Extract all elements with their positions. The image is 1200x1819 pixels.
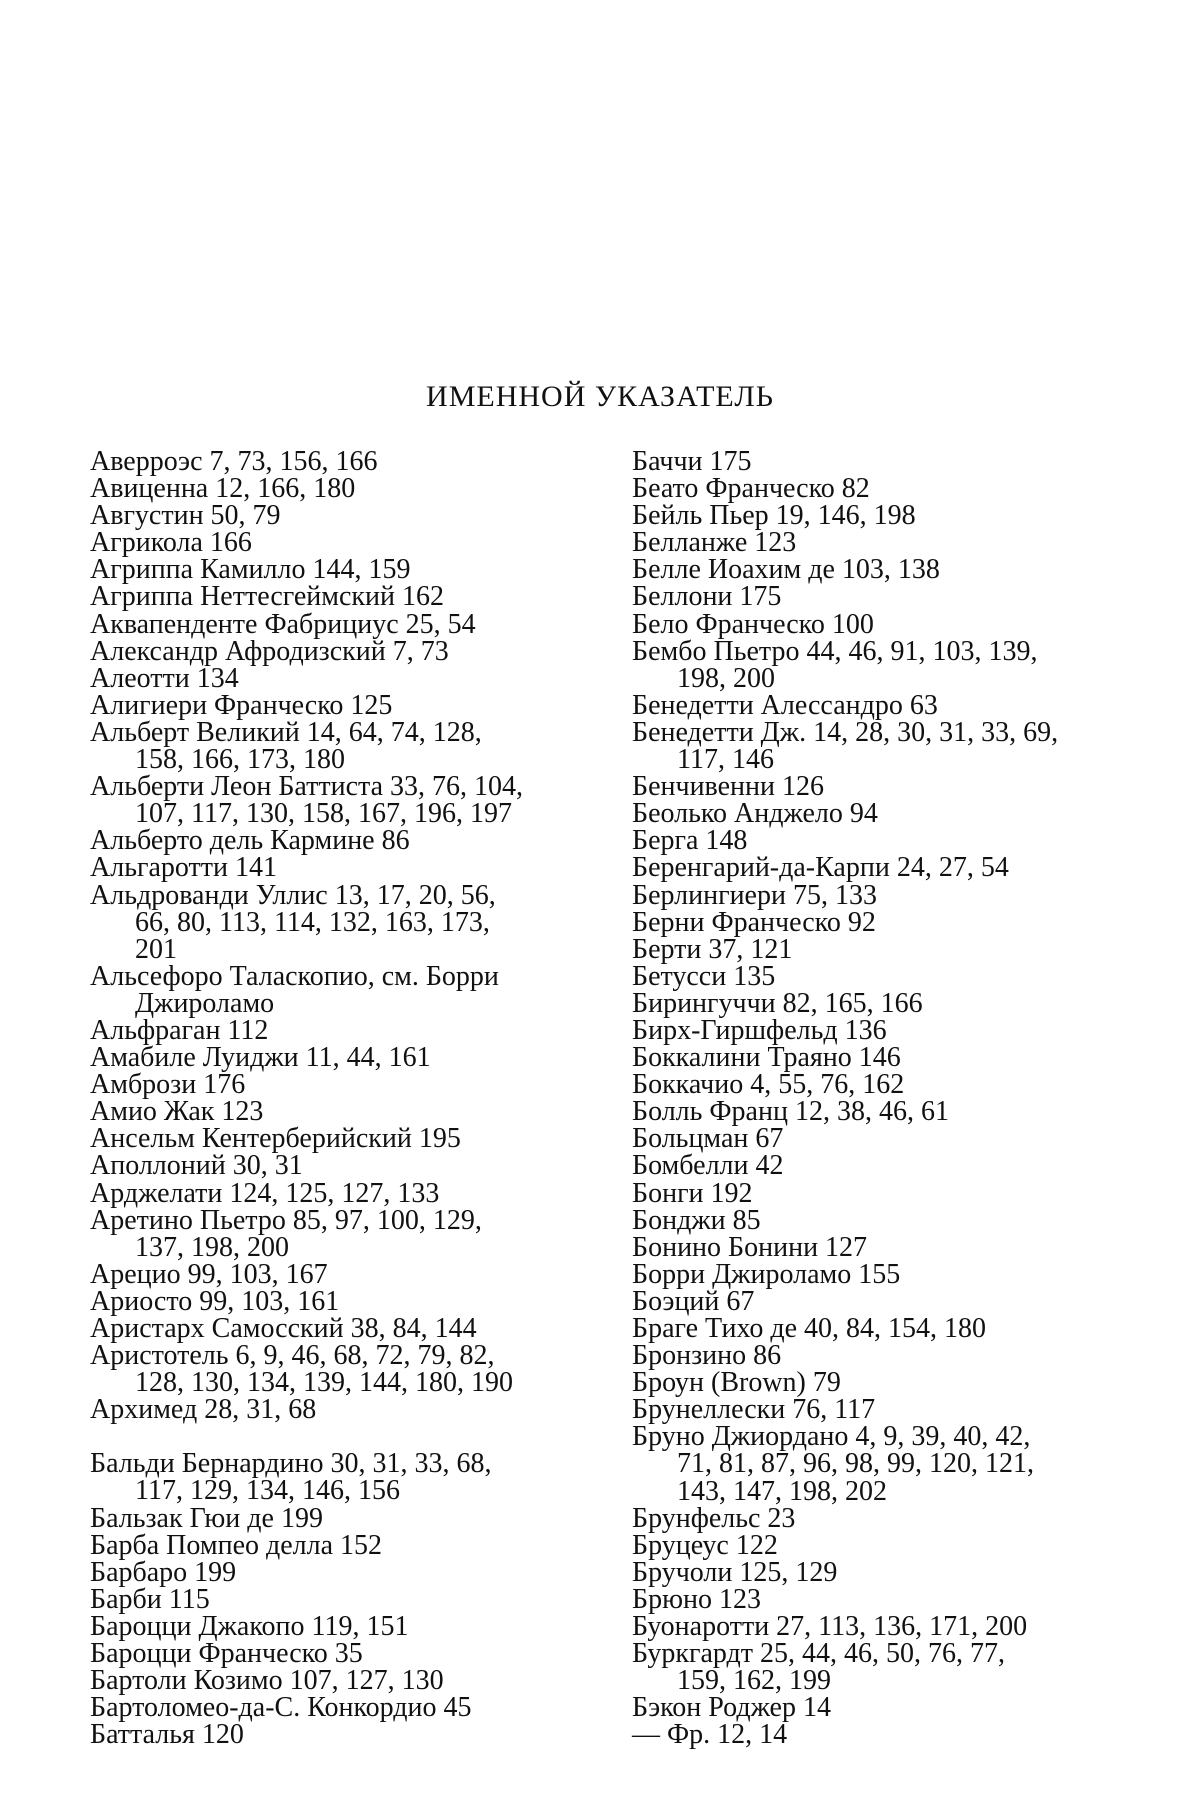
index-entry bbox=[632, 960, 1132, 992]
entry-text: Бонги 192 bbox=[632, 1177, 753, 1209]
entry-text: Арецио 99, 103, 167 bbox=[90, 1258, 328, 1290]
index-entry bbox=[632, 1177, 1132, 1209]
entry-text: Берлингиери 75, 133 bbox=[632, 879, 877, 911]
entry-text: Алеотти 134 bbox=[90, 662, 239, 694]
entry-text: Бароцци Джакопо 119, 151 bbox=[90, 1610, 409, 1642]
entry-text: Ансельм Кентерберийский 195 bbox=[90, 1123, 461, 1155]
entry-text: Бонджи 85 bbox=[632, 1204, 761, 1236]
index-entry bbox=[90, 1692, 590, 1724]
entry-text: Альберти Леон Баттиста 33, 76, 104, bbox=[90, 771, 524, 803]
entry-text: Барба Помпео делла 152 bbox=[90, 1529, 383, 1561]
entry-text: Алигиери Франческо 125 bbox=[90, 689, 393, 721]
index-entry bbox=[90, 1502, 590, 1534]
entry-text: Александр Афродизский 7, 73 bbox=[90, 635, 449, 667]
index-entry bbox=[90, 527, 590, 559]
entry-continuation: 137, 198, 200 bbox=[135, 1231, 289, 1263]
entry-text: Бенедетти Алессандро 63 bbox=[632, 689, 938, 721]
index-entry bbox=[90, 1204, 590, 1263]
entry-continuation: 117, 129, 134, 146, 156 bbox=[135, 1475, 400, 1507]
index-entry bbox=[632, 1529, 1132, 1561]
entry-text: Беолько Анджело 94 bbox=[632, 798, 878, 830]
index-entry bbox=[632, 608, 1132, 640]
entry-text: Аквапенденте Фабрициус 25, 54 bbox=[90, 608, 476, 640]
index-title: ИМЕННОЙ УКАЗАТЕЛЬ bbox=[426, 380, 774, 413]
index-entry bbox=[90, 960, 590, 1019]
index-entry bbox=[632, 879, 1132, 911]
index-entry bbox=[90, 879, 590, 965]
entry-text: Больцман 67 bbox=[632, 1123, 784, 1155]
right-column bbox=[632, 448, 1132, 1749]
entry-text: Альберто дель Кармине 86 bbox=[90, 825, 410, 857]
entry-continuation: 128, 130, 134, 139, 144, 180, 190 bbox=[135, 1367, 513, 1399]
entry-text: Бартоли Козимо 107, 127, 130 bbox=[90, 1665, 444, 1697]
entry-text: Августин 50, 79 bbox=[90, 500, 281, 532]
entry-text: Бирх-Гиршфельд 136 bbox=[632, 1014, 887, 1046]
entry-text: Батталья 120 bbox=[90, 1719, 244, 1751]
entry-continuation: 143, 147, 198, 202 bbox=[677, 1475, 887, 1507]
entry-text: Бенчивенни 126 bbox=[632, 771, 824, 803]
index-entry bbox=[632, 554, 1132, 586]
index-entry bbox=[632, 1315, 1132, 1342]
entry-text: Бронзино 86 bbox=[632, 1340, 782, 1372]
index-entry bbox=[632, 1421, 1132, 1507]
index-entry bbox=[90, 1583, 590, 1615]
entry-text: Бароцци Франческо 35 bbox=[90, 1638, 363, 1670]
index-entry bbox=[90, 662, 590, 694]
index-entry bbox=[632, 798, 1132, 830]
entry-text: Бруно Джиордано 4, 9, 39, 40, 42, bbox=[632, 1421, 1031, 1453]
entry-text: Берти 37, 121 bbox=[632, 933, 793, 965]
index-entry bbox=[632, 1719, 1132, 1751]
entry-text: Арджелати 124, 125, 127, 133 bbox=[90, 1177, 440, 1209]
entry-text: Бонино Бонини 127 bbox=[632, 1231, 868, 1263]
index-entry bbox=[90, 554, 590, 586]
index-entry bbox=[632, 581, 1132, 613]
entry-continuation: Джироламо bbox=[135, 987, 275, 1019]
index-entry bbox=[632, 1123, 1132, 1155]
entry-text: Буонаротти 27, 113, 136, 171, 200 bbox=[632, 1611, 1028, 1643]
entry-text: Амбрози 176 bbox=[90, 1069, 246, 1101]
entry-text: Архимед 28, 31, 68 bbox=[90, 1394, 317, 1426]
index-entry bbox=[632, 716, 1132, 776]
entry-text: Бомбелли 42 bbox=[632, 1150, 784, 1182]
entry-text: Барби 115 bbox=[90, 1583, 210, 1615]
entry-text: Брунеллески 76, 117 bbox=[632, 1394, 876, 1426]
entry-continuation: 158, 166, 173, 180 bbox=[135, 744, 345, 776]
entry-text: Бенедетти Дж. 14, 28, 30, 31, 33, 69, bbox=[632, 716, 1059, 748]
index-entry bbox=[90, 608, 590, 640]
entry-text: Альгаротти 141 bbox=[90, 852, 277, 884]
index-entry bbox=[632, 500, 1132, 532]
index-entry bbox=[90, 1069, 590, 1101]
entry-text: Беато Франческо 82 bbox=[632, 473, 870, 505]
entry-continuation: 198, 200 bbox=[677, 662, 775, 694]
entry-text: Альберт Великий 14, 64, 74, 128, bbox=[90, 716, 482, 748]
entry-text: Авиценна 12, 166, 180 bbox=[90, 473, 356, 505]
index-entry bbox=[90, 1665, 590, 1697]
entry-text: Болль Франц 12, 38, 46, 61 bbox=[632, 1096, 949, 1128]
index-entry bbox=[90, 1315, 590, 1342]
index-entry bbox=[90, 1638, 590, 1670]
entry-text: Борри Джироламо 155 bbox=[632, 1258, 901, 1290]
entry-text: Брюно 123 bbox=[632, 1583, 761, 1615]
entry-text: Браге Тихо де 40, 84, 154, 180 bbox=[632, 1313, 987, 1344]
index-entry bbox=[632, 1285, 1132, 1317]
entry-text: Буркгардт 25, 44, 46, 50, 76, 77, bbox=[632, 1638, 1006, 1670]
index-entry bbox=[632, 1231, 1132, 1263]
index-entry bbox=[632, 1692, 1132, 1724]
entry-text: Аретино Пьетро 85, 97, 100, 129, bbox=[90, 1204, 482, 1236]
index-entry bbox=[632, 1096, 1132, 1128]
index-entry bbox=[632, 527, 1132, 559]
index-entry bbox=[90, 1285, 590, 1317]
index-entry bbox=[90, 500, 590, 532]
index-entry bbox=[632, 1367, 1132, 1399]
index-entry bbox=[632, 1014, 1132, 1046]
entry-text: Альдрованди Уллис 13, 17, 20, 56, bbox=[90, 879, 496, 911]
entry-text: Берга 148 bbox=[632, 825, 748, 857]
index-entry bbox=[90, 1556, 590, 1588]
entry-text: Боэций 67 bbox=[632, 1285, 755, 1317]
entry-text: Барбаро 199 bbox=[90, 1556, 237, 1588]
index-entry bbox=[90, 852, 590, 884]
entry-text: Бембо Пьетро 44, 46, 91, 103, 139, bbox=[632, 635, 1038, 667]
index-entry bbox=[90, 1529, 590, 1561]
entry-text: Бетусси 135 bbox=[632, 960, 776, 992]
entry-text: Белланже 123 bbox=[632, 527, 797, 559]
index-entry bbox=[632, 689, 1132, 721]
entry-text: Боккачио 4, 55, 76, 162 bbox=[632, 1069, 905, 1101]
index-entry bbox=[632, 1042, 1132, 1074]
index-entry bbox=[90, 581, 590, 613]
entry-text: Бэкон Роджер 14 bbox=[632, 1692, 831, 1724]
entry-text: Бело Франческо 100 bbox=[632, 608, 874, 640]
index-entry bbox=[632, 1583, 1132, 1615]
entry-text: Агрикола 166 bbox=[90, 527, 252, 559]
index-entry bbox=[632, 933, 1132, 965]
entry-text: Беренгарий-да-Карпи 24, 27, 54 bbox=[632, 852, 1009, 884]
index-entry bbox=[90, 473, 590, 505]
index-entry bbox=[632, 771, 1132, 803]
index-entry bbox=[90, 635, 590, 667]
entry-continuation: 117, 146 bbox=[677, 744, 774, 776]
section-gap bbox=[90, 1423, 590, 1450]
entry-text: Белле Иоахим де 103, 138 bbox=[632, 554, 940, 586]
index-entry bbox=[90, 1719, 590, 1751]
index-entry bbox=[632, 987, 1132, 1019]
index-entry bbox=[632, 1204, 1132, 1236]
index-entry bbox=[90, 716, 590, 776]
entry-text: Аристарх Самосский 38, 84, 144 bbox=[90, 1313, 477, 1344]
index-entry bbox=[632, 448, 1132, 475]
index-entry bbox=[632, 1611, 1132, 1643]
index-entry bbox=[632, 852, 1132, 884]
index-entry bbox=[90, 1014, 590, 1046]
entry-text: Агриппа Неттесгеймский 162 bbox=[90, 581, 445, 613]
index-entry bbox=[90, 1150, 590, 1182]
index-entry bbox=[632, 1150, 1132, 1182]
index-entry bbox=[632, 1069, 1132, 1101]
entry-text: Бручоли 125, 129 bbox=[632, 1556, 838, 1588]
index-entry bbox=[632, 1502, 1132, 1534]
entry-text: Боккалини Траяно 146 bbox=[632, 1042, 901, 1074]
index-entry bbox=[632, 825, 1132, 857]
index-entry bbox=[632, 473, 1132, 505]
entry-text: Аполлоний 30, 31 bbox=[90, 1150, 303, 1182]
entry-text: Альсефоро Таласкопио, см. Борри bbox=[90, 960, 499, 992]
entry-text: Бейль Пьер 19, 146, 198 bbox=[632, 500, 916, 532]
index-entry bbox=[90, 689, 590, 721]
entry-text: Бруцеус 122 bbox=[632, 1529, 778, 1561]
entry-continuation: 107, 117, 130, 158, 167, 196, 197 bbox=[135, 798, 512, 830]
entry-text: Альфраган 112 bbox=[90, 1014, 269, 1046]
entry-text: Беллони 175 bbox=[632, 581, 782, 613]
entries-group-a bbox=[90, 446, 590, 1426]
entry-text: Бартоломео-да-С. Конкордио 45 bbox=[90, 1692, 472, 1724]
entry-text: Броун (Brown) 79 bbox=[632, 1367, 841, 1399]
entry-text: Аристотель 6, 9, 46, 68, 72, 79, 82, bbox=[90, 1340, 495, 1372]
entry-text: Амабиле Луиджи 11, 44, 161 bbox=[90, 1042, 431, 1074]
entry-text: Агриппа Камилло 144, 159 bbox=[90, 554, 411, 586]
left-column bbox=[90, 446, 590, 1751]
index-entry bbox=[632, 906, 1132, 938]
index-entry bbox=[632, 1394, 1132, 1426]
index-entry bbox=[90, 1340, 590, 1399]
entry-continuation: 66, 80, 113, 114, 132, 163, 173, bbox=[135, 906, 490, 938]
entry-continuation: 159, 162, 199 bbox=[677, 1665, 831, 1697]
index-entry bbox=[90, 771, 590, 830]
index-entry bbox=[90, 1258, 590, 1290]
entry-text: Бальди Бернардино 30, 31, 33, 68, bbox=[90, 1448, 492, 1480]
entry-text: Брунфельс 23 bbox=[632, 1502, 796, 1534]
index-entry bbox=[90, 1394, 590, 1426]
index-entry bbox=[90, 1448, 590, 1507]
index-entry bbox=[632, 1340, 1132, 1372]
entry-text: Бирингуччи 82, 165, 166 bbox=[632, 987, 923, 1019]
entry-continuation: 71, 81, 87, 96, 98, 99, 120, 121, bbox=[677, 1448, 1034, 1480]
index-entry bbox=[90, 1177, 590, 1209]
index-entry bbox=[90, 448, 590, 475]
entry-text: Аверроэс 7, 73, 156, 166 bbox=[90, 446, 378, 477]
entry-text: Берни Франческо 92 bbox=[632, 906, 876, 938]
index-entry bbox=[90, 825, 590, 857]
index-entry bbox=[90, 1042, 590, 1074]
index-entry bbox=[632, 1258, 1132, 1290]
entry-text: Баччи 175 bbox=[632, 446, 752, 477]
entry-text: Бальзак Гюи де 199 bbox=[90, 1502, 323, 1534]
entries-group-right bbox=[632, 448, 1132, 1749]
entry-text: — Фр. 12, 14 bbox=[632, 1719, 788, 1751]
entry-continuation: 201 bbox=[135, 933, 177, 965]
index-entry bbox=[90, 1123, 590, 1155]
index-entry bbox=[632, 1638, 1132, 1697]
index-entry bbox=[90, 1096, 590, 1128]
entries-group-b bbox=[90, 1448, 590, 1751]
index-entry bbox=[632, 635, 1132, 694]
index-entry bbox=[632, 1556, 1132, 1588]
entry-text: Ариосто 99, 103, 161 bbox=[90, 1285, 340, 1317]
index-entry bbox=[90, 1610, 590, 1642]
entry-text: Амио Жак 123 bbox=[90, 1096, 264, 1128]
